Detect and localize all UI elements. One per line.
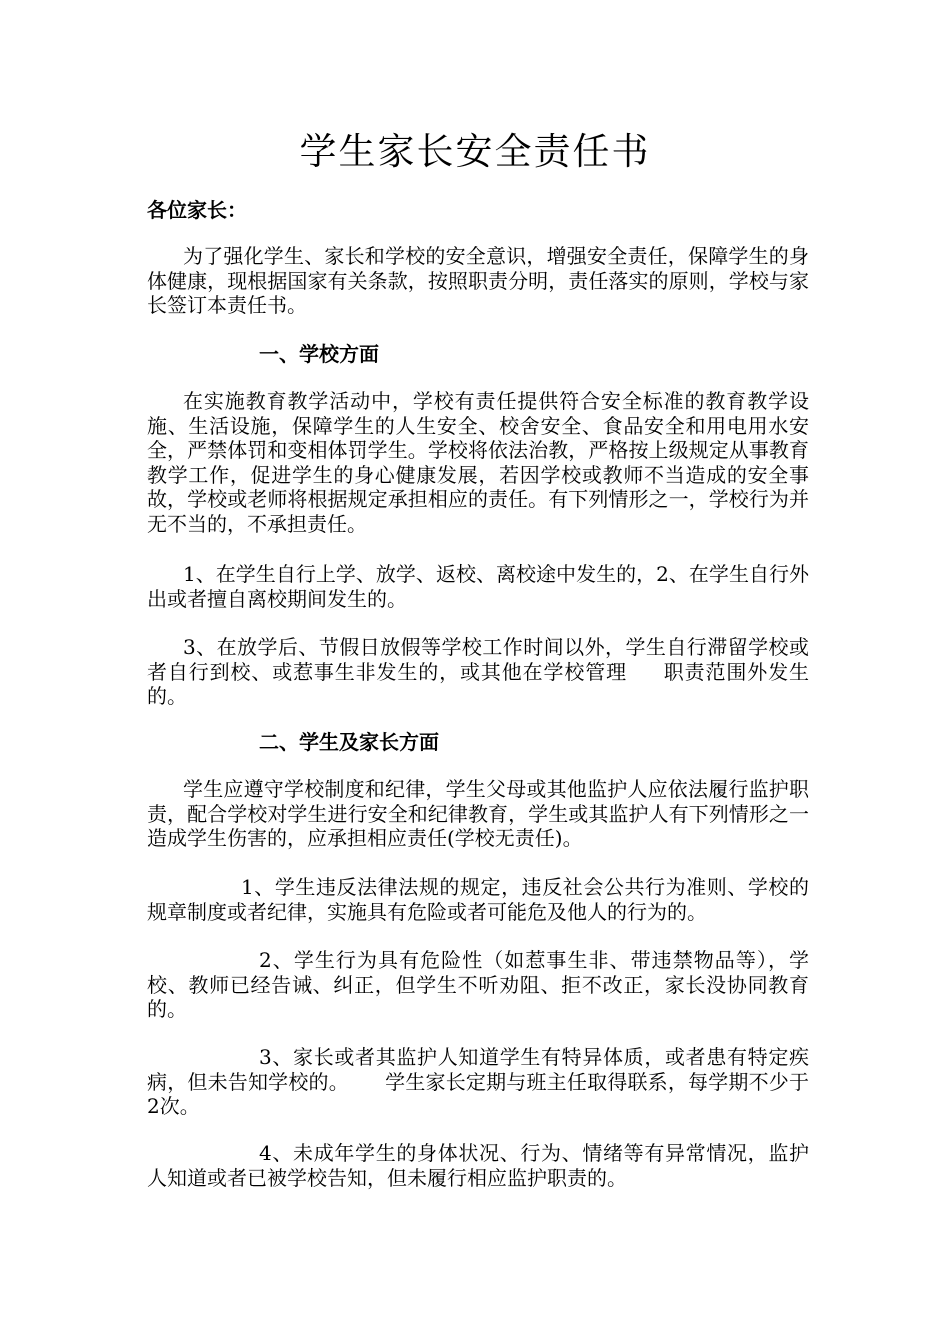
section2-item-3-part1: 3、家长或者其监护人知道学生有特异体质，或者患有特定疾病，但未告知学校的。 (147, 1045, 809, 1094)
section2-item-1: 1、学生违反法律法规的规定，违反社会公共行为准则、学校的规章制度或者纪律，实施具有危险或者可能危及他人的行为的。 (147, 875, 809, 924)
section1-item-1-2: 1、在学生自行上学、放学、返校、离校途中发生的，2、在学生自行外出或者擅自离校期间发生的。 (147, 562, 809, 611)
section2-item-4: 4、未成年学生的身体状况、行为、情绪等有异常情况，监护人知道或者已被学校告知，但未履行相应监护职责的。 (147, 1141, 809, 1190)
section1-item-3 (147, 635, 809, 709)
section1-item-3-part2: 职责范围外发生的。 (147, 659, 810, 708)
section2-item-2: 2、学生行为具有危险性（如惹事生非、带违禁物品等），学校、教师已经告诫、纠正，但学生不听劝阻、拒不改正，家长没协同教育的。 (147, 948, 809, 1021)
section1-heading: 一、学校方面 (259, 342, 379, 366)
greeting: 各位家长： (147, 198, 247, 222)
section2-item-3-part2: 学生家长定期与班主任取得联系，每学期不少于2次。 (147, 1069, 810, 1118)
section1-body: 在实施教育教学活动中，学校有责任提供符合安全标准的教育教学设施、生活设施，保障学生的人生安全、校舍安全、食品安全和用电用水安全，严禁体罚和变相体罚学生。学校将依法治教，严格按上级规定从事教育教学工作，促进学生的身心健康发展，若因学校或教师不当造成的安全事故，学校或老师将根据规定承担相应的责任。有下列情形之一，学校行为并无不当的，不承担责任。 (147, 389, 809, 536)
intro-paragraph: 为了强化学生、家长和学校的安全意识，增强安全责任，保障学生的身体健康，现根据国家有关条款，按照职责分明，责任落实的原则，学校与家长签订本责任书。 (147, 244, 809, 317)
section1-item-3-part1: 3、在放学后、节假日放假等学校工作时间以外，学生自行滞留学校或者自行到校、或惹事生非发生的，或其他在学校管理 (147, 635, 809, 684)
document-title: 学生家长安全责任书 (299, 130, 651, 173)
section2-item-3 (147, 1045, 809, 1119)
section2-heading: 二、学生及家长方面 (259, 730, 439, 754)
section2-body: 学生应遵守学校制度和纪律，学生父母或其他监护人应依法履行监护职责，配合学校对学生进行安全和纪律教育，学生或其监护人有下列情形之一造成学生伤害的，应承担相应责任(学校无责任)。 (147, 777, 809, 850)
